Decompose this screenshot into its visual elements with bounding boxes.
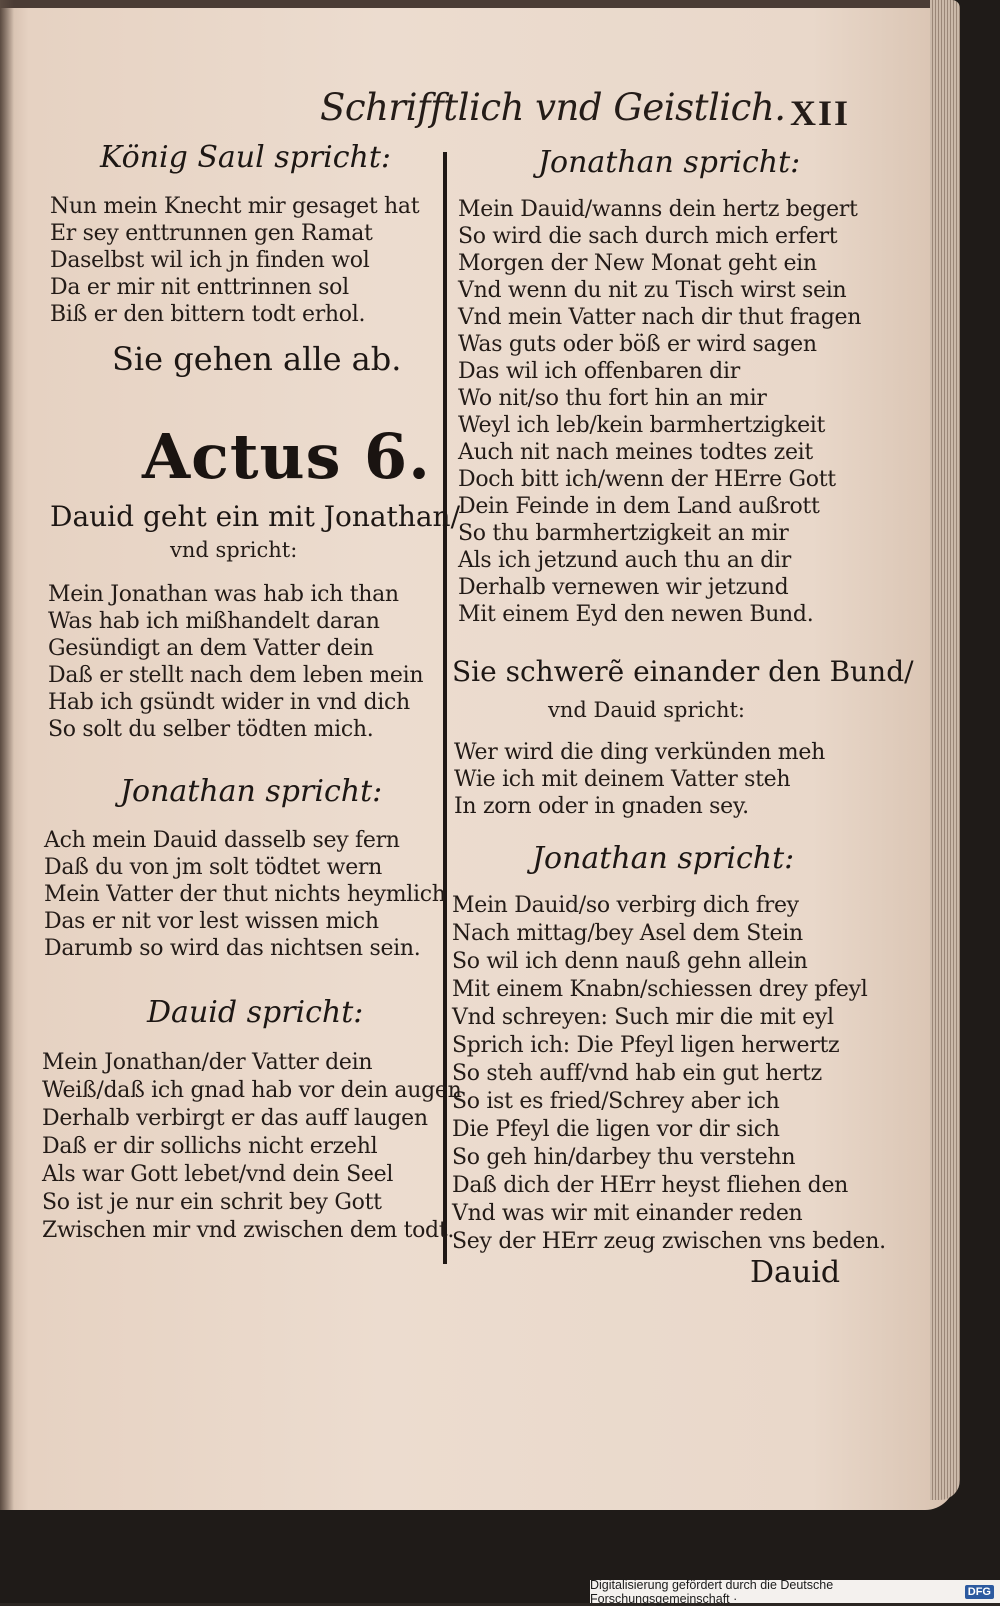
verse-line: Doch bitt ich/wenn der HErre Gott xyxy=(458,467,836,492)
speaker-heading: Jonathan spricht: xyxy=(538,145,801,180)
verse-line: Wo nit/so thu fort hin an mir xyxy=(458,386,767,411)
running-title: Schrifftlich vnd Geistlich. xyxy=(320,86,786,129)
footer-text: Digitalisierung gefördert durch die Deutsche Forschungsgemeinschaft · xyxy=(590,1577,834,1606)
verse-line: Daß du von jm solt tödtet wern xyxy=(44,855,383,880)
speaker-heading: Jonathan spricht: xyxy=(532,841,795,876)
verse-line: Derhalb verbirgt er das auff laugen xyxy=(42,1106,428,1131)
catchword: Dauid xyxy=(750,1255,841,1290)
verse-line: Sey der HErr zeug zwischen vns beden. xyxy=(452,1229,886,1254)
verse-line: Vnd was wir mit einander reden xyxy=(452,1201,803,1226)
verse-line: Was hab ich mißhandelt daran xyxy=(48,609,380,634)
verse-line: Was guts oder böß er wird sagen xyxy=(458,332,817,357)
verse-line: Als ich jetzund auch thu an dir xyxy=(458,548,791,573)
verse-line: Darumb so wird das nichtsen sein. xyxy=(44,936,421,961)
verse-line: Das wil ich offenbaren dir xyxy=(458,359,740,384)
verse-line: Ach mein Dauid dasselb sey fern xyxy=(44,828,400,853)
verse-line: Nun mein Knecht mir gesaget hat xyxy=(50,194,420,219)
verse-line: Auch nit nach meines todtes zeit xyxy=(458,440,813,465)
verse-line: Vnd schreyen: Such mir die mit eyl xyxy=(452,1005,834,1030)
verse-line: Nach mittag/bey Asel dem Stein xyxy=(452,921,803,946)
verse-line: Zwischen mir vnd zwischen dem todt. xyxy=(42,1218,455,1243)
verse-line: Mein Vatter der thut nichts heymlich xyxy=(44,882,446,907)
act-subheading: Dauid geht ein mit Jonathan/ xyxy=(50,500,461,533)
verse-line: Wie ich mit deinem Vatter steh xyxy=(454,767,791,792)
stage-direction-sub: vnd Dauid spricht: xyxy=(548,698,745,722)
verse-line: So ist es fried/Schrey aber ich xyxy=(452,1089,780,1114)
act-subheading-2: vnd spricht: xyxy=(170,538,298,562)
gutter-shadow xyxy=(0,0,14,1510)
verse-line: So ist je nur ein schrit bey Gott xyxy=(42,1190,382,1215)
verse-line: Mein Dauid/wanns dein hertz begert xyxy=(458,197,858,222)
speaker-heading: Jonathan spricht: xyxy=(120,774,383,809)
verse-line: So geh hin/darbey thu verstehn xyxy=(452,1145,796,1170)
verse-line: So wil ich denn nauß gehn allein xyxy=(452,949,808,974)
verse-line: Wer wird die ding verkünden meh xyxy=(454,740,825,765)
verse-line: Morgen der New Monat geht ein xyxy=(458,251,817,276)
verse-line: Mit einem Knabn/schiessen drey pfeyl xyxy=(452,977,868,1002)
verse-line: Dein Feinde in dem Land außrott xyxy=(458,494,820,519)
dfg-logo: DFG xyxy=(965,1585,994,1599)
verse-line: So solt du selber tödten mich. xyxy=(48,717,374,742)
verse-line: Daß er stellt nach dem leben mein xyxy=(48,663,424,688)
stage-direction: Sie gehen alle ab. xyxy=(112,340,402,378)
verse-line: Weyl ich leb/kein barmhertzigkeit xyxy=(458,413,826,438)
verse-line: Mein Jonathan was hab ich than xyxy=(48,582,399,607)
verse-line: Biß er den bittern todt erhol. xyxy=(50,302,366,327)
verse-line: Weiß/daß ich gnad hab vor dein augen xyxy=(42,1078,462,1103)
speaker-heading: Dauid spricht: xyxy=(147,995,364,1030)
verse-line: Gesündigt an dem Vatter dein xyxy=(48,636,374,661)
act-heading: Actus 6. xyxy=(142,420,431,493)
verse-line: Mein Dauid/so verbirg dich frey xyxy=(452,893,799,918)
verse-line: Daß dich der HErr heyst fliehen den xyxy=(452,1173,849,1198)
verse-line: Mein Jonathan/der Vatter dein xyxy=(42,1050,373,1075)
verse-line: So wird die sach durch mich erfert xyxy=(458,224,838,249)
verse-line: Hab ich gsündt wider in vnd dich xyxy=(48,690,410,715)
verse-line: So thu barmhertzigkeit an mir xyxy=(458,521,789,546)
page-top-edge xyxy=(0,0,930,8)
verse-line: Daß er dir sollichs nicht erzehl xyxy=(42,1134,378,1159)
verse-line: Vnd wenn du nit zu Tisch wirst sein xyxy=(458,278,847,303)
verse-line: Sprich ich: Die Pfeyl ligen herwertz xyxy=(452,1033,840,1058)
verse-line: In zorn oder in gnaden sey. xyxy=(454,794,749,819)
speaker-heading: König Saul spricht: xyxy=(100,140,392,175)
verse-line: Als war Gott lebet/vnd dein Seel xyxy=(42,1162,394,1187)
verse-line: Vnd mein Vatter nach dir thut fragen xyxy=(458,305,862,330)
verse-line: Mit einem Eyd den newen Bund. xyxy=(458,602,814,627)
verse-line: Derhalb vernewen wir jetzund xyxy=(458,575,789,600)
folio-number: XII xyxy=(790,93,851,133)
digitization-footer xyxy=(590,1577,1000,1606)
verse-line: Er sey enttrunnen gen Ramat xyxy=(50,221,373,246)
page-stack-edge xyxy=(930,0,960,1500)
stage-direction: Sie schwerẽ einander den Bund/ xyxy=(452,655,914,688)
verse-line: Daselbst wil ich jn finden wol xyxy=(50,248,370,273)
verse-line: Das er nit vor lest wissen mich xyxy=(44,909,379,934)
verse-line: So steh auff/vnd hab ein gut hertz xyxy=(452,1061,822,1086)
verse-line: Da er mir nit enttrinnen sol xyxy=(50,275,349,300)
verse-line: Die Pfeyl die ligen vor dir sich xyxy=(452,1117,780,1142)
